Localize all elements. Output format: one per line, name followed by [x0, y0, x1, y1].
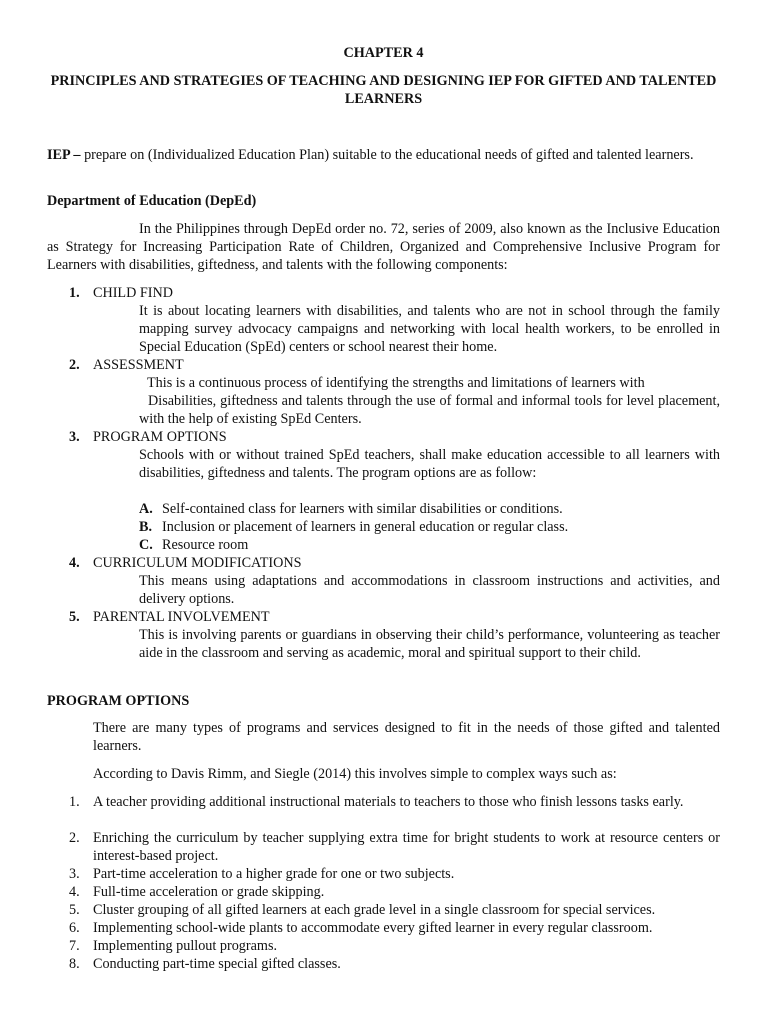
program-options-paragraph: There are many types of programs and services designed to fit in the needs of those gifted and talented learners. — [93, 720, 720, 754]
list-number: 5. — [69, 902, 80, 918]
program-options-heading: PROGRAM OPTIONS — [47, 693, 190, 709]
list-number: 1. — [69, 794, 80, 810]
program-option-item — [139, 518, 720, 536]
component-description: This is involving parents or guardians in observing their child’s performance, volunteering as teacher aide in the classroom and serving as academic, moral and spiritual support to their child. — [139, 627, 720, 661]
list-text: Implementing pullout programs. — [93, 938, 278, 954]
iep-text: prepare on (Individualized Education Plan) suitable to the educational needs of gifted and talented learners. — [80, 147, 694, 163]
list-text: A teacher providing additional instructional materials to teachers to those who finish lessons tasks early. — [93, 794, 684, 810]
program-option-item — [139, 500, 720, 518]
list-number: 7. — [69, 938, 80, 954]
component-heading: CURRICULUM MODIFICATIONS — [93, 555, 302, 571]
component-number: 1. — [69, 285, 80, 301]
component-description: Schools with or without trained SpEd teachers, shall make education accessible to all learners with disabilities, giftedness and talents. The program options are as follow: — [139, 447, 720, 481]
component-number: 4. — [69, 555, 80, 571]
option-letter: A. — [139, 501, 153, 517]
component-description-continued: Disabilities, giftedness and talents through the use of formal and informal tools for level placement, with the help of existing SpEd Centers. — [139, 393, 720, 427]
component-number: 5. — [69, 609, 80, 625]
program-options-paragraph: According to Davis Rimm, and Siegle (2014) this involves simple to complex ways such as: — [93, 766, 617, 782]
deped-heading: Department of Education (DepEd) — [47, 193, 257, 209]
list-text: Part-time acceleration to a higher grade for one or two subjects. — [93, 866, 455, 882]
component-description: This means using adaptations and accommodations in classroom instructions and activities, and delivery options. — [139, 573, 720, 607]
iep-definition — [47, 146, 720, 164]
option-letter: B. — [139, 519, 153, 535]
intro-paragraph: In the Philippines through DepEd order no. 72, series of 2009, also known as the Inclusive Education as Strategy for Increasing Participation Rate of Children, Organized and Comprehensive Inclusive Program for Learners with disabilities, giftedness, and talents with the following components: — [47, 221, 720, 273]
list-text: Cluster grouping of all gifted learners at each grade level in a single classroom for special services. — [93, 902, 656, 918]
list-number: 4. — [69, 884, 80, 900]
component-heading: CHILD FIND — [93, 285, 173, 301]
list-text: Implementing school-wide plants to accommodate every gifted learner in every regular classroom. — [93, 920, 653, 936]
component-description: This is a continuous process of identifying the strengths and limitations of learners with — [147, 375, 645, 391]
component-heading: PARENTAL INVOLVEMENT — [93, 609, 270, 625]
list-number: 8. — [69, 956, 80, 972]
component-description: It is about locating learners with disabilities, and talents who are not in school through the family mapping survey advocacy campaigns and networking with local health workers, to be enrolled in Special Education (SpEd) centers or school nearest their home. — [139, 303, 720, 355]
option-text: Self-contained class for learners with similar disabilities or conditions. — [162, 501, 563, 517]
option-text: Resource room — [162, 537, 249, 553]
list-text: Enriching the curriculum by teacher supplying extra time for bright students to work at resource centers or interest-based project. — [93, 830, 720, 864]
chapter-heading: CHAPTER 4 — [343, 45, 424, 61]
option-letter: C. — [139, 537, 153, 553]
component-heading: PROGRAM OPTIONS — [93, 429, 227, 445]
component-heading: ASSESSMENT — [93, 357, 184, 373]
list-number: 2. — [69, 830, 80, 846]
component-number: 3. — [69, 429, 80, 445]
list-number: 3. — [69, 866, 80, 882]
option-text: Inclusion or placement of learners in general education or regular class. — [162, 519, 569, 535]
program-option-item — [139, 536, 720, 554]
component-number: 2. — [69, 357, 80, 373]
chapter-title: PRINCIPLES AND STRATEGIES OF TEACHING AND DESIGNING IEP FOR GIFTED AND TALENTED LEARNERS — [50, 73, 717, 107]
list-text: Conducting part-time special gifted classes. — [93, 956, 341, 972]
iep-term: IEP – — [47, 147, 81, 163]
list-text: Full-time acceleration or grade skipping. — [93, 884, 325, 900]
list-number: 6. — [69, 920, 80, 936]
